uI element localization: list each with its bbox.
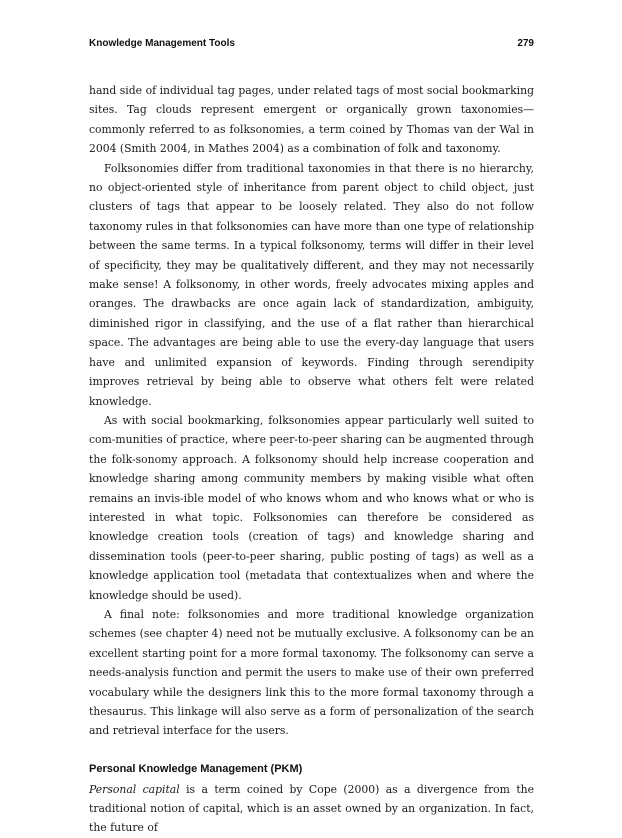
section-paragraph: [89, 780, 534, 838]
paragraph-final-note: A final note: folksonomies and more traditional knowledge organization schemes (see chapter 4) need not be mutually exclusive. A folksonomy can be an excellent starting point for a more formal taxonomy. The folksonomy can serve a needs-analysis function and permit the users to make use of their own preferred vocabulary while the designers link this to the more formal taxonomy through a thesaurus. This linkage will also serve as a form of personalization of the search and retrieval interface for the users.: [89, 607, 534, 738]
section-lead-term: Personal capital: [89, 782, 180, 796]
paragraph-continued: hand side of individual tag pages, under related tags of most social bookmarking sites. Tag clouds represent emergent or organically grown taxonomies—commonly referred to as folksonomies, a term coined by Thomas van der Wal in 2004 (Smith 2004, in Mathes 2004) as a combination of folk and taxonomy.: [89, 84, 534, 156]
paragraph-folksonomies-differ: Folksonomies differ from traditional taxonomies in that there is no hierarchy, no object-oriented style of inheritance from parent object to child object, just clusters of tags that appear to be loosely related. They also do not follow taxonomy rules in that folksonomies can have more than one type of relationship between the same terms. In a typical folksonomy, terms will differ in their level of specificity, they may be qualitatively different, and they may not necessarily make sense! A folksonomy, in other words, freely advocates mixing apples and oranges. The drawbacks are once again lack of standardization, ambiguity, diminished rigor in classifying, and the use of a flat rather than hierarchical space. The advantages are being able to use the every-day language that users have and unlimited expansion of keywords. Finding through serendipity improves retrieval by being able to observe what others felt were related knowledge.: [89, 161, 534, 408]
running-header: [89, 38, 534, 54]
page-number: 279: [517, 38, 534, 49]
body-text: [89, 81, 534, 838]
section-paragraph-text: is a term coined by Cope (2000) as a divergence from the traditional notion of capital, which is an asset owned by an organization. In fact, the future of: [89, 782, 534, 835]
running-header-title: Knowledge Management Tools: [89, 38, 235, 49]
paragraph-social-bookmarking: As with social bookmarking, folksonomies appear particularly well suited to com-munities of practice, where peer-to-peer sharing can be augmented through the folk-sonomy approach. A folksonomy should help increase cooperation and knowledge sharing among community members by making visible what often remains an invis-ible model of who knows whom and who knows what or who is interested in what topic. Folksonomies can therefore be considered as knowledge creation tools (creation of tags) and knowledge sharing and dissemination tools (peer-to-peer sharing, public posting of tags) as well as a knowledge application tool (metadata that contextualizes when and where the knowledge should be used).: [89, 413, 534, 602]
section-heading: Personal Knowledge Management (PKM): [89, 763, 303, 776]
